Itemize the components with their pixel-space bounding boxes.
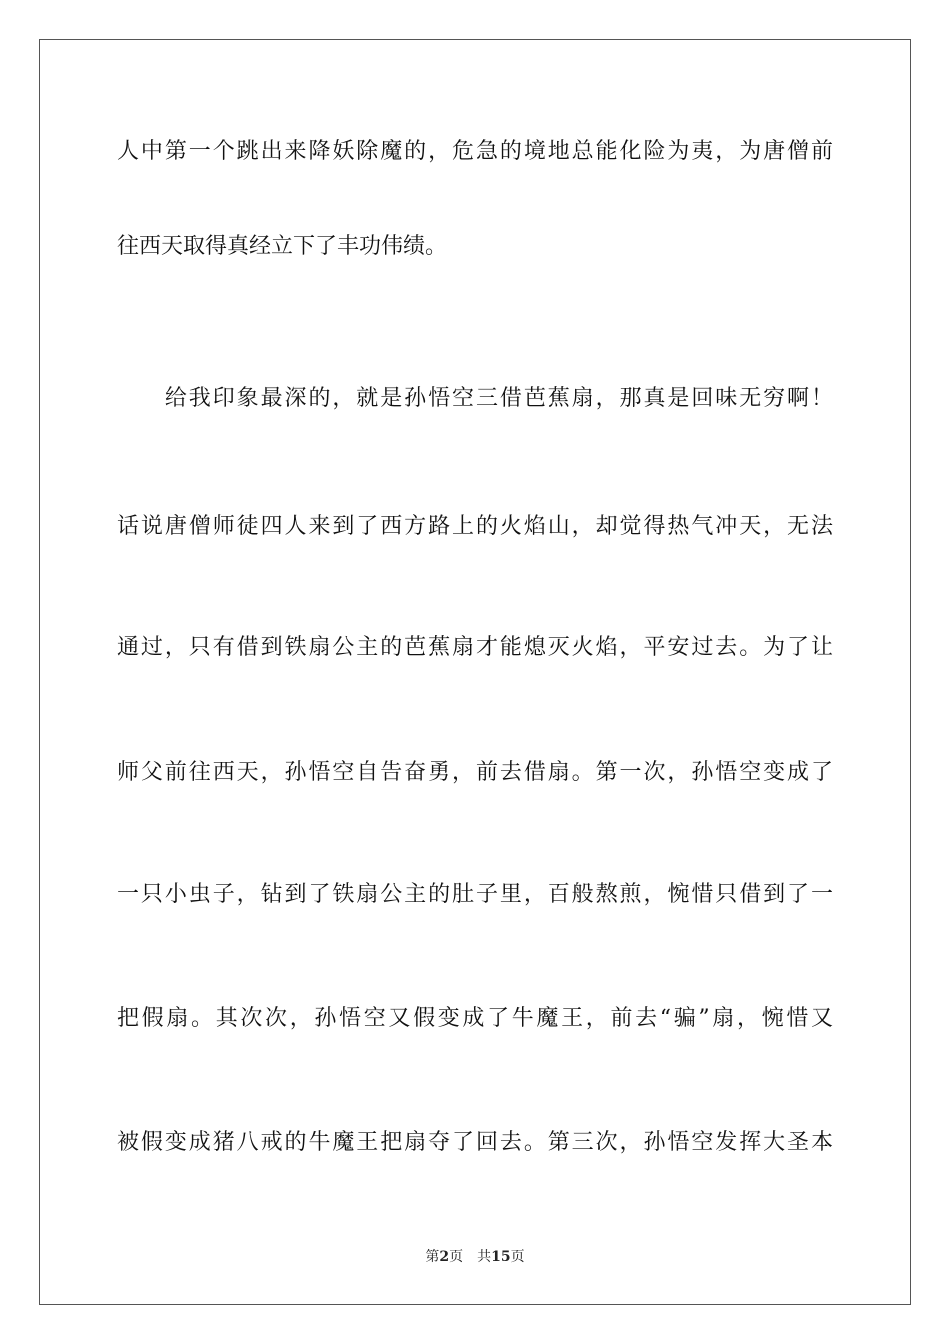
paragraph-line-7: 一只小虫子，钻到了铁扇公主的肚子里，百般熬煎，惋惜只借到了一 [117, 882, 833, 907]
paragraph-line-3: 给我印象最深的，就是孙悟空三借芭蕉扇，那真是回味无穷啊！ [117, 386, 833, 411]
page-number-suffix: 页 [449, 1249, 464, 1265]
page-border [39, 39, 911, 1305]
paragraph-line-4: 话说唐僧师徒四人来到了西方路上的火焰山，却觉得热气冲天，无法 [117, 514, 833, 539]
paragraph-line-6: 师父前往西天，孙悟空自告奋勇，前去借扇。第一次，孙悟空变成了 [117, 760, 833, 785]
page-number-prefix: 第 [425, 1249, 440, 1265]
total-page-count: 15 [491, 1249, 511, 1265]
paragraph-line-1: 人中第一个跳出来降妖除魔的，危急的境地总能化险为夷，为唐僧前 [117, 139, 833, 164]
total-pages-suffix: 页 [510, 1249, 525, 1265]
paragraph-line-8: 把假扇。其次次，孙悟空又假变成了牛魔王，前去“骗”扇，惋惜又 [117, 1006, 833, 1031]
current-page-number: 2 [439, 1249, 450, 1265]
paragraph-line-2: 往西天取得真经立下了丰功伟绩。 [117, 234, 448, 259]
paragraph-line-9: 被假变成猪八戒的牛魔王把扇夺了回去。第三次，孙悟空发挥大圣本 [117, 1130, 833, 1155]
total-pages-prefix: 共 [477, 1249, 492, 1265]
paragraph-line-5: 通过，只有借到铁扇公主的芭蕉扇才能熄灭火焰，平安过去。为了让 [117, 635, 833, 660]
page-footer [0, 1247, 950, 1267]
